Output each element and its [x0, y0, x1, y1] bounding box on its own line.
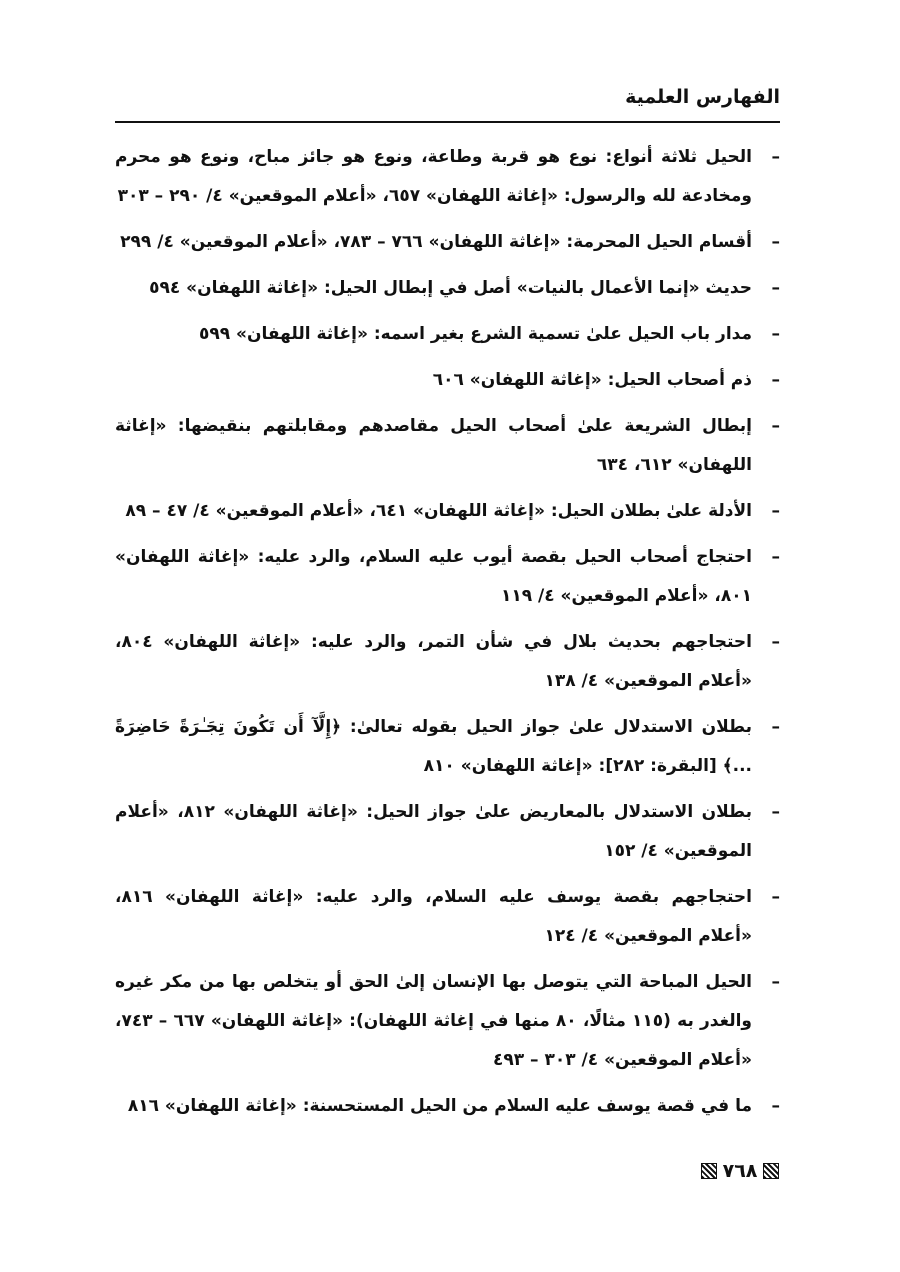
index-entry: [115, 223, 780, 262]
dash-marker: –: [771, 1096, 780, 1116]
page-number: ٧٦٨: [722, 1160, 758, 1182]
entry-text: الأدلة علىٰ بطلان الحيل: «إغاثة اللهفان» ٦٤١، «أعلام الموقعين» ٤/ ٤٧ – ٨٩: [125, 501, 752, 521]
entry-text: احتجاج أصحاب الحيل بقصة أيوب عليه السلام، والرد عليه: «إغاثة اللهفان» ٨٠١، «أعلام الموقعين» ٤/ ١١٩: [115, 547, 752, 606]
dash-marker: –: [771, 416, 780, 436]
index-entry: [115, 315, 780, 354]
entry-text: ما في قصة يوسف عليه السلام من الحيل المستحسنة: «إغاثة اللهفان» ٨١٦: [127, 1096, 752, 1116]
ornament-icon: [763, 1163, 779, 1179]
index-entry: [115, 623, 780, 701]
entry-text: احتجاجهم بقصة يوسف عليه السلام، والرد عليه: «إغاثة اللهفان» ٨١٦، «أعلام الموقعين» ٤/ ١٢٤: [115, 887, 752, 946]
entry-text: ذم أصحاب الحيل: «إغاثة اللهفان» ٦٠٦: [432, 370, 752, 390]
index-entry: [115, 708, 780, 786]
dash-marker: –: [771, 278, 780, 298]
dash-marker: –: [771, 147, 780, 167]
running-header: الفهارس العلمية: [625, 86, 780, 108]
ornament-icon: [701, 1163, 717, 1179]
page-number-footer: [700, 1156, 780, 1186]
entry-text: أقسام الحيل المحرمة: «إغاثة اللهفان» ٧٦٦ – ٧٨٣، «أعلام الموقعين» ٤/ ٢٩٩: [120, 232, 752, 252]
entry-text: إبطال الشريعة علىٰ أصحاب الحيل مقاصدهم ومقابلتهم بنقيضها: «إغاثة اللهفان» ٦١٢، ٦٣٤: [115, 416, 752, 475]
entry-text: مدار باب الحيل علىٰ تسمية الشرع بغير اسمه: «إغاثة اللهفان» ٥٩٩: [198, 324, 752, 344]
index-entry: [115, 492, 780, 531]
index-entry: [115, 361, 780, 400]
dash-marker: –: [771, 972, 780, 992]
index-entry: [115, 793, 780, 871]
entry-text: بطلان الاستدلال علىٰ جواز الحيل بقوله تعالىٰ: ﴿إِلَّآ أَن تَكُونَ تِجَـٰرَةً حَاضِرَةً ...﴾ [البقرة: ٢٨٢]: «إغاثة اللهفان» ٨١٠: [115, 717, 752, 776]
dash-marker: –: [771, 501, 780, 521]
entry-text: الحيل المباحة التي يتوصل بها الإنسان إلىٰ الحق أو يتخلص بها من مكر غيره والغدر به (١١٥ مثالًا، ٨٠ منها في إغاثة اللهفان): «إغاثة اللهفان» ٦٦٧ – ٧٤٣، «أعلام الموقعين» ٤/ ٣٠٣ – ٤٩٣: [115, 972, 752, 1070]
entry-text: حديث «إنما الأعمال بالنيات» أصل في إبطال الحيل: «إغاثة اللهفان» ٥٩٤: [149, 278, 752, 298]
dash-marker: –: [771, 232, 780, 252]
index-entry: [115, 138, 780, 216]
index-entry: [115, 407, 780, 485]
entry-text: احتجاجهم بحديث بلال في شأن التمر، والرد عليه: «إغاثة اللهفان» ٨٠٤، «أعلام الموقعين» ٤/ ١٣٨: [115, 632, 752, 691]
index-entries: [115, 138, 780, 1133]
index-entry: [115, 269, 780, 308]
dash-marker: –: [771, 717, 780, 737]
entry-text: الحيل ثلاثة أنواع: نوع هو قربة وطاعة، ونوع هو جائز مباح، ونوع هو محرم ومخادعة لله والرسول: «إغاثة اللهفان» ٦٥٧، «أعلام الموقعين» ٤/ ٢٩٠ – ٣٠٣: [115, 147, 752, 206]
dash-marker: –: [771, 324, 780, 344]
dash-marker: –: [771, 547, 780, 567]
index-entry: [115, 878, 780, 956]
header-divider: [115, 121, 780, 123]
dash-marker: –: [771, 632, 780, 652]
index-entry: [115, 963, 780, 1080]
dash-marker: –: [771, 887, 780, 907]
index-entry: [115, 538, 780, 616]
dash-marker: –: [771, 370, 780, 390]
dash-marker: –: [771, 802, 780, 822]
entry-text: بطلان الاستدلال بالمعاريض علىٰ جواز الحيل: «إغاثة اللهفان» ٨١٢، «أعلام الموقعين» ٤/ ١٥٢: [115, 802, 752, 861]
index-entry: [115, 1087, 780, 1126]
